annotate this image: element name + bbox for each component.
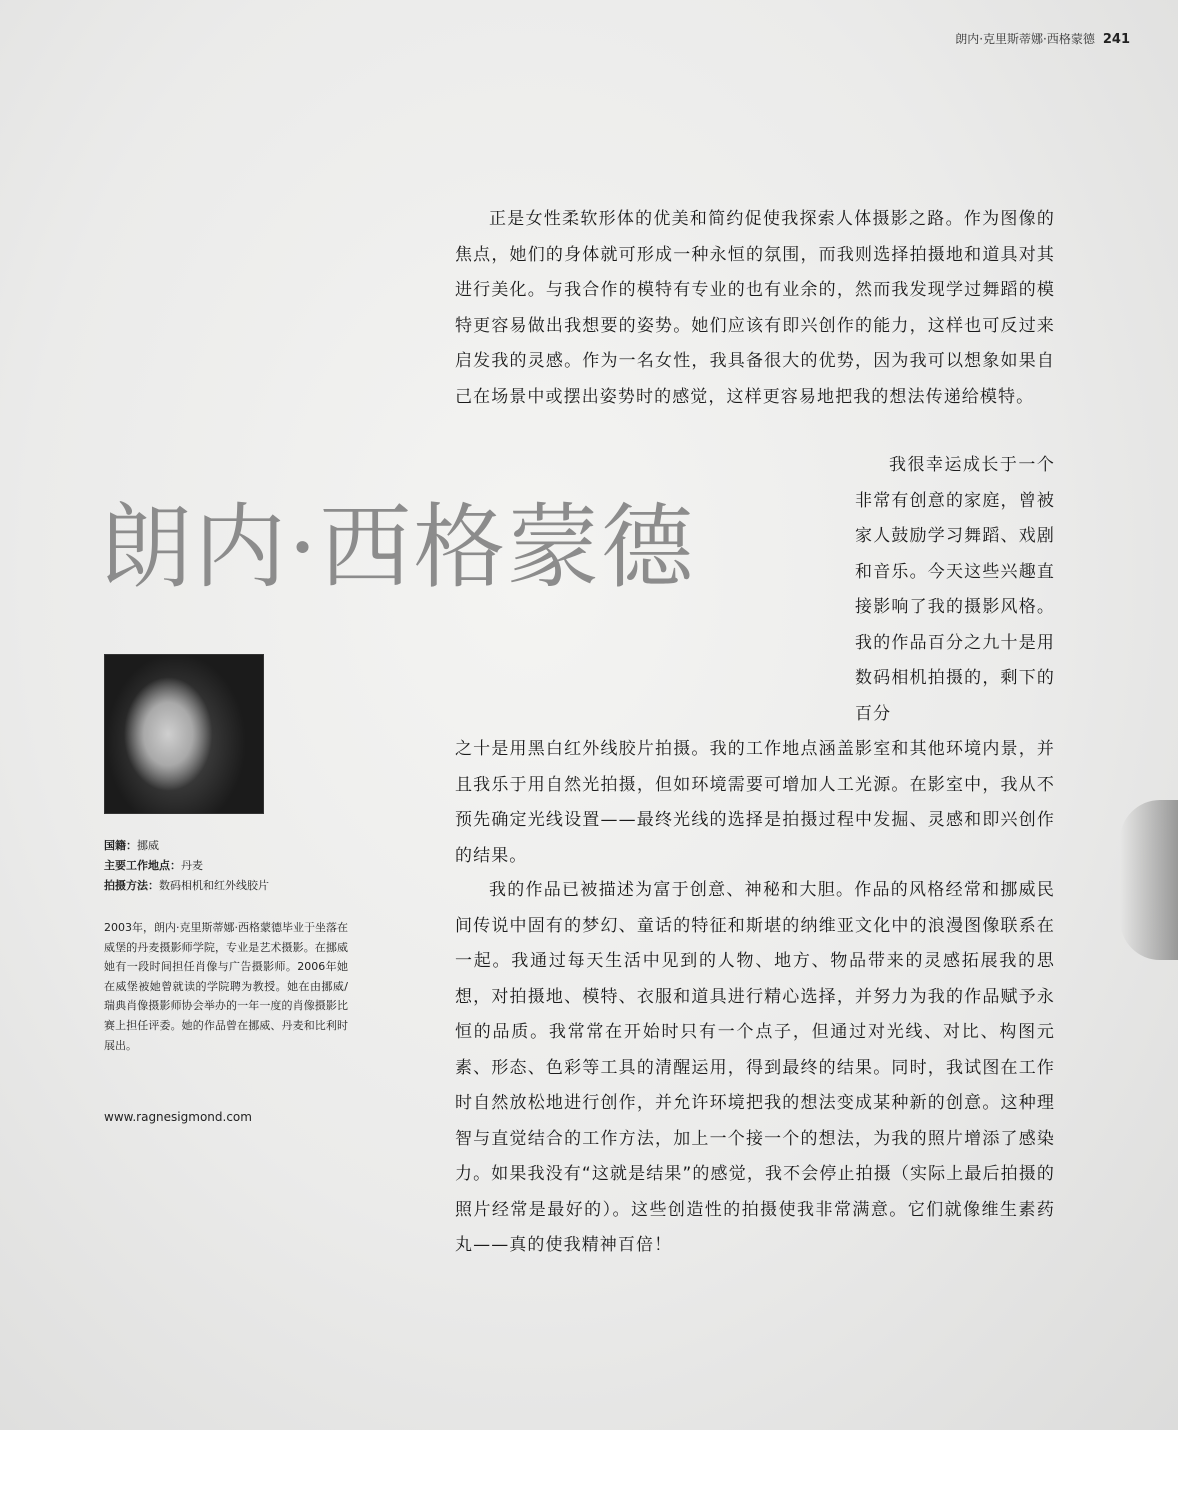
page-number: 241 (1102, 32, 1130, 47)
running-header (955, 30, 1130, 47)
article-paragraph-1: 正是女性柔软形体的优美和简约促使我探索人体摄影之路。作为图像的焦点，她们的身体就可形成一种永恒的氛围，而我则选择拍摄地和道具对其进行美化。与我合作的模特有专业的也有业余的，然而我发现学过舞蹈的模特更容易做出我想要的姿势。她们应该有即兴创作的能力，这样也可反过来启发我的灵感。作为一名女性，我具备很大的优势，因为我可以想象如果自己在场景中或摆出姿势时的感觉，这样更容易地把我的想法传递给模特。 (455, 209, 1055, 407)
article-paragraph-2-wrap: 我很幸运成长于一个非常有创意的家庭，曾被家人鼓励学习舞蹈、戏剧和音乐。今天这些兴趣直接影响了我的摄影风格。我的作品百分之九十是用数码相机拍摄的，剩下的百分 (855, 455, 1055, 724)
photographer-meta (104, 836, 269, 896)
photographer-bio: 2003年，朗内·克里斯蒂娜·西格蒙德毕业于坐落在威堡的丹麦摄影师学院，专业是艺术摄影。在挪威她有一段时间担任肖像与广告摄影师。2006年她在威堡被她曾就读的学院聘为教授。她在由挪威/瑞典肖像摄影师协会举办的一年一度的肖像摄影比赛上担任评委。她的作品曾在挪威、丹麦和比利时展出。 (104, 921, 348, 1052)
meta-method-value: 数码相机和红外线胶片 (159, 879, 269, 892)
meta-location-label: 主要工作地点： (104, 859, 181, 872)
meta-method-label: 拍摄方法： (104, 879, 159, 892)
meta-location-value: 丹麦 (181, 859, 203, 872)
portrait-photo (104, 654, 264, 814)
meta-nationality (104, 836, 269, 856)
meta-nationality-value: 挪威 (137, 839, 159, 852)
page-edge-shadow (1120, 800, 1178, 960)
photographer-website: www.ragnesigmond.com (104, 1110, 252, 1124)
meta-method (104, 876, 269, 896)
meta-location (104, 856, 269, 876)
article-paragraph-3: 我的作品已被描述为富于创意、神秘和大胆。作品的风格经常和挪威民间传说中固有的梦幻、童话的特征和斯堪的纳维亚文化中的浪漫图像联系在一起。我通过每天生活中见到的人物、地方、物品带来的灵感拓展我的思想，对拍摄地、模特、衣服和道具进行精心选择，并努力为我的作品赋予永恒的品质。我常常在开始时只有一个点子，但通过对光线、对比、构图元素、形态、色彩等工具的清醒运用，得到最终的结果。同时，我试图在工作时自然放松地进行创作，并允许环境把我的想法变成某种新的创意。这种理智与直觉结合的工作方法，加上一个接一个的想法，为我的照片增添了感染力。如果我没有“这就是结果”的感觉，我不会停止拍摄（实际上最后拍摄的照片经常是最好的）。这些创造性的拍摄使我非常满意。它们就像维生素药丸——真的使我精神百倍！ (455, 880, 1055, 1255)
meta-nationality-label: 国籍： (104, 839, 137, 852)
running-title: 朗内·克里斯蒂娜·西格蒙德 (955, 32, 1095, 46)
scan-bottom-margin (0, 1430, 1178, 1488)
article-paragraph-2-continued: 之十是用黑白红外线胶片拍摄。我的工作地点涵盖影室和其他环境内景，并且我乐于用自然光拍摄，但如环境需要可增加人工光源。在影室中，我从不预先确定光线设置——最终光线的选择是拍摄过程中发掘、灵感和即兴创作的结果。 (455, 739, 1055, 866)
photographer-name-title: 朗内·西格蒙德 (100, 494, 696, 601)
